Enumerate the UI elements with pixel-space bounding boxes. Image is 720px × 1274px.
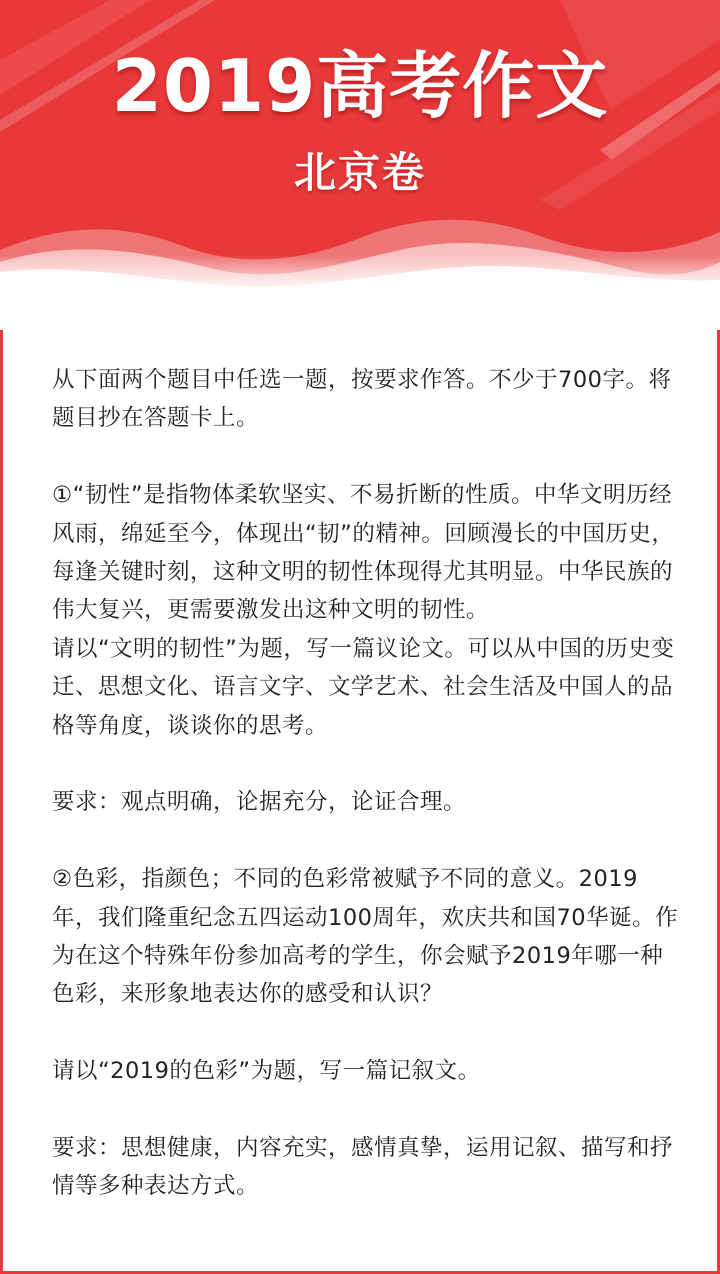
paragraph-gap xyxy=(52,1091,680,1129)
essay-prompt-body xyxy=(52,361,680,1206)
question-2-task: 请以“2019的色彩”为题，写一篇记叙文。 xyxy=(52,1058,481,1085)
paragraph-gap xyxy=(52,1014,680,1052)
question-1-task: 请以“文明的韧性”为题，写一篇议论文。可以从中国的历史变迁、思想文化、语言文字、文学艺术、社会生活及中国人的品格等角度，谈谈你的思考。 xyxy=(52,635,675,739)
paragraph-gap xyxy=(52,438,680,476)
paragraph-gap xyxy=(52,822,680,860)
paragraph-gap xyxy=(52,745,680,783)
page-subtitle: 北京卷 xyxy=(293,148,426,197)
question-1-prompt: ①“韧性”是指物体柔软坚实、不易折断的性质。中华文明历经风雨，绵延至今，体现出“韧”的精神。回顾漫长的中国历史，每逢关键时刻，这种文明的韧性体现得尤其明显。中华民族的伟大复兴，更需要激发出这种文明的韧性。 xyxy=(52,482,675,624)
question-2-requirements: 要求：思想健康，内容充实，感情真挚，运用记叙、描写和抒情等多种表达方式。 xyxy=(52,1135,674,1200)
question-2-prompt: ②色彩，指颜色；不同的色彩常被赋予不同的意义。2019年，我们隆重纪念五四运动100周年，欢庆共和国70华诞。作为在这个特殊年份参加高考的学生，你会赋予2019年哪一种色彩，来形象地表达你的感受和认识？ xyxy=(52,866,679,1008)
question-1-requirements: 要求：观点明确，论据充分，论证合理。 xyxy=(52,789,467,816)
page-title: 2019高考作文 xyxy=(111,44,609,128)
general-instruction: 从下面两个题目中任选一题，按要求作答。不少于700字。将题目抄在答题卡上。 xyxy=(52,367,672,432)
header-banner xyxy=(0,0,720,330)
